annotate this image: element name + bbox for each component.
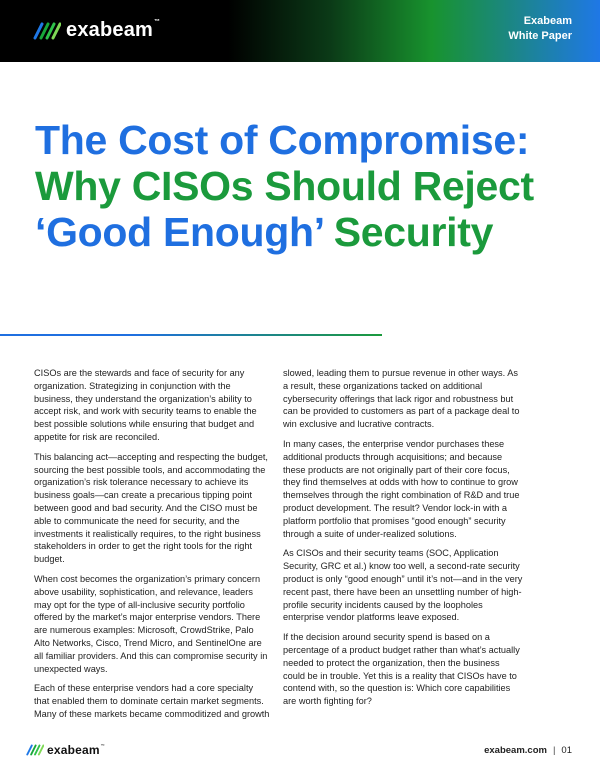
paragraph: Each of these enterprise vendors had a core specialty that enabled them to dominate certain market segments. Many of these markets became commoditized and growth [34,683,270,719]
label-doc-type: White Paper [508,30,572,42]
paragraph: When cost becomes the organization’s primary concern above usability, sophistication, and relevance, leaders may opt for the type of all-inclusive security portfolio offered by the market’s major enterprise vendors. There are numerous examples: Microsoft, CrowdStrike, Palo Alto Networks, Cisco, Trend Micro, and SentinelOne are all familiar providers. And this can compromise security in unexpected ways. [34,573,268,674]
logo-wordmark: exabeam™ [66,19,161,41]
paragraph: If the decision around security spend is based on a percentage of a product budget rather than what’s actually needed to protect the organization, then the business could be in trouble. Yet this is a reality that CISOs have to contend with, so the question is: Which core capabilities are worth fighting for? [283,632,520,707]
label-brand: Exabeam [523,15,572,27]
title-part-4: Security [322,209,494,255]
title-part-2: Why CISOs Should Reject [35,163,534,209]
page-number: 01 [561,745,572,756]
page-header [0,0,600,62]
exabeam-stripes-logo-icon [33,22,61,40]
body-column-left [34,367,270,728]
footer-logo-wordmark: exabeam™ [47,743,105,757]
exabeam-stripes-logo-icon [26,744,44,756]
body-column-right [283,367,523,715]
paragraph: As CISOs and their security teams (SOC, Application Security, GRC et al.) know too well, a second-rate security product is only “good enough” until it’s not—and in the very recent past, there have been an unsettling number of high-profile security incidents caused by the loopholes enterprise vendor platforms leave exposed. [283,548,523,623]
doc-type-label [508,14,572,44]
paragraph: slowed, leading them to pursue revenue in other ways. As a result, these organizations tacked on additional cybersecurity offerings that lack rigor and robustness but can be provided to customers as part of a package deal to win exclusive and lucrative contracts. [283,368,520,430]
footer-separator: | [552,745,556,756]
title-divider [0,334,382,336]
paragraph: In many cases, the enterprise vendor purchases these additional products through acquisitions; and because these products are not originally part of their core focus, they find themselves at odds with how to continue to grow themselves through the right combination of R&D and true product development. The result? Vendor lock-in with a platform portfolio that promises “good enough” security through a suite of under-realized solutions. [283,438,520,539]
title-part-3: ‘Good Enough’ [35,209,323,255]
footer-logo[interactable] [26,743,105,757]
page-footer-info [484,745,572,756]
title-part-1: The Cost of Compromise: [35,117,530,163]
paragraph: This balancing act—accepting and respecting the budget, sourcing the best possible tools, and accommodating the organization’s risk tolerance necessary to achieve its business goals—can create a precarious tipping point between good and bad security. And the CISO must be able to communicate the need for security, and the investments it realistically requires, to the right business stakeholders in order to get the right tools for the right budget. [34,451,268,565]
paragraph: CISOs are the stewards and face of security for any organization. Strategizing in conjunction with the business, they understand the organization’s ability to accept risk, and work with security teams to enable the best possible solutions while ensuring that budget and appetite for risk are reconciled. [34,368,257,442]
page-title [35,117,575,255]
header-logo[interactable] [33,19,160,42]
footer-url-link[interactable]: exabeam.com [484,745,547,756]
